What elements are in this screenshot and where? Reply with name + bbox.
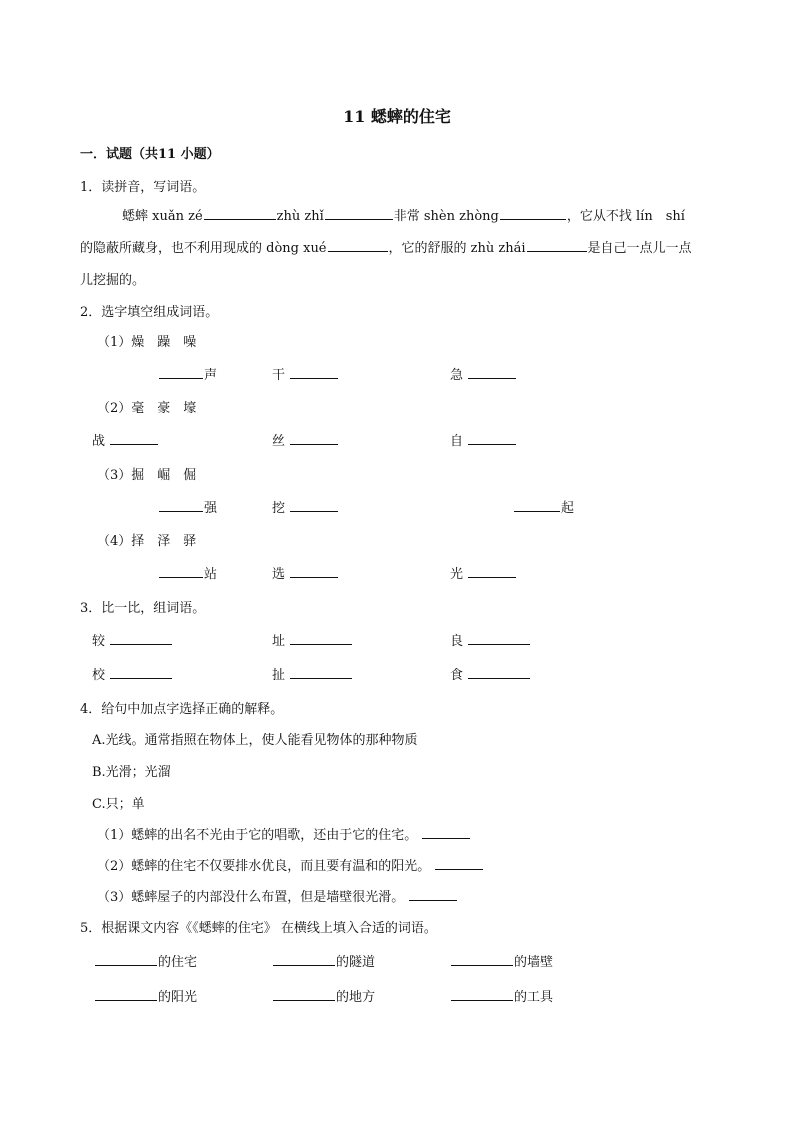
answer-blank[interactable] [468,564,516,578]
q3-item [272,664,353,683]
q2-char: 战 [92,434,106,449]
q3-char: 良 [450,634,464,649]
q2-item [450,364,517,383]
q2-item [272,430,339,449]
question-3-label: 3．比一比，组词语。 [80,601,206,616]
question-1-line-3: 儿挖掘的。 [80,273,146,288]
q3-item [450,664,531,683]
q5-word: 的地方 [336,990,376,1005]
q1-text: 是自己一点儿一点 [587,241,692,256]
q2-item [272,563,339,582]
page-title: 11 蟋蟀的住宅 [343,107,451,126]
answer-blank[interactable] [451,987,513,1001]
q5-item [94,951,197,970]
q5-item [94,986,197,1005]
answer-blank[interactable] [290,665,352,679]
answer-blank[interactable] [527,238,587,252]
q4-sentence: （1）蟋蟀的出名不光由于它的唱歌，还由于它的住宅。 [97,828,418,843]
q1-text: ，它从不找 lín shí [566,209,685,224]
answer-blank[interactable] [468,431,516,445]
q1-text: ，它的舒服的 zhù zhái [388,241,526,256]
q2-char: 干 [272,368,286,383]
q3-char: 较 [92,634,106,649]
q4-option: C.只；单 [92,797,145,812]
q2-char: 声 [204,368,218,383]
q2-group-head: （4）择 泽 驿 [97,534,197,549]
q2-item [513,497,574,516]
answer-blank[interactable] [409,887,457,901]
q2-char: 自 [450,434,464,449]
q4-item [97,824,471,843]
answer-blank[interactable] [290,365,338,379]
answer-blank[interactable] [110,665,172,679]
q1-text: 的隐蔽所藏身，也不利用现成的 dòng xué [80,241,327,256]
q3-item [92,630,173,649]
q2-char: 光 [450,567,464,582]
answer-blank[interactable] [159,365,203,379]
question-5-label: 5．根据课文内容《《蟋蟀的住宅》 在横线上填入合适的词语。 [80,921,437,936]
q4-option: A.光线。通常指照在物体上，使人能看见物体的那种物质 [92,733,418,748]
q5-item [450,951,553,970]
answer-blank[interactable] [110,431,158,445]
q2-char: 起 [561,501,575,516]
q4-sentence: （2）蟋蟀的住宅不仅要排水优良，而且要有温和的阳光。 [97,859,431,874]
answer-blank[interactable] [325,206,393,220]
q2-group-head: （2）毫 豪 壕 [97,401,197,416]
q2-item [450,430,517,449]
q5-item [272,951,375,970]
question-1-label: 1．读拼音，写词语。 [80,180,206,195]
answer-blank[interactable] [451,952,513,966]
q2-item [272,497,339,516]
question-2-label: 2．选字填空组成词语。 [80,305,219,320]
q5-word: 的住宅 [158,955,198,970]
answer-blank[interactable] [159,564,203,578]
q4-sentence: （3）蟋蟀屋子的内部没什么布置，但是墙壁很光滑。 [97,890,405,905]
q3-char: 校 [92,668,106,683]
q5-word: 的墙壁 [514,955,554,970]
q2-group-head: （1）燥 躁 噪 [97,335,197,350]
q2-group-head: （3）掘 崛 倔 [97,468,197,483]
section-heading: 一．试题（共11 小题） [80,147,220,162]
answer-blank[interactable] [290,498,338,512]
answer-blank[interactable] [110,631,172,645]
answer-blank[interactable] [290,564,338,578]
answer-blank[interactable] [435,856,483,870]
q3-char: 扯 [272,668,286,683]
q2-item [92,430,159,449]
q4-item [97,886,458,905]
q5-word: 的阳光 [158,990,198,1005]
answer-blank[interactable] [468,631,530,645]
q2-item [158,364,217,383]
q2-item [272,364,339,383]
answer-blank[interactable] [514,498,560,512]
q3-item [450,630,531,649]
q3-item [272,630,353,649]
q2-item [158,497,217,516]
question-4-label: 4．给句中加点字选择正确的解释。 [80,702,284,717]
q2-char: 丝 [272,434,286,449]
q4-item [97,855,484,874]
q1-text: 蟋蟀 xuǎn zé [122,209,203,224]
q5-item [450,986,553,1005]
q5-word: 的工具 [514,990,554,1005]
answer-blank[interactable] [328,238,388,252]
answer-blank[interactable] [500,206,566,220]
q3-item [92,664,173,683]
answer-blank[interactable] [273,952,335,966]
q1-text: 非常 shèn zhòng [393,209,499,224]
answer-blank[interactable] [95,987,157,1001]
q1-text: zhù zhǐ [276,209,324,224]
q2-char: 强 [204,501,218,516]
answer-blank[interactable] [273,987,335,1001]
answer-blank[interactable] [95,952,157,966]
q5-item [272,986,375,1005]
q2-item [450,563,517,582]
q2-item [158,563,217,582]
answer-blank[interactable] [204,206,276,220]
question-1-line-1 [122,205,685,224]
q2-char: 选 [272,567,286,582]
q2-char: 站 [204,567,218,582]
answer-blank[interactable] [422,825,470,839]
q3-char: 址 [272,634,286,649]
q4-option: B.光滑；光溜 [92,765,171,780]
answer-blank[interactable] [468,665,530,679]
answer-blank[interactable] [290,631,352,645]
q5-word: 的隧道 [336,955,376,970]
q2-char: 挖 [272,501,286,516]
q3-char: 食 [450,668,464,683]
answer-blank[interactable] [159,498,203,512]
answer-blank[interactable] [290,431,338,445]
q2-char: 急 [450,368,464,383]
answer-blank[interactable] [468,365,516,379]
question-1-line-2 [80,237,692,256]
